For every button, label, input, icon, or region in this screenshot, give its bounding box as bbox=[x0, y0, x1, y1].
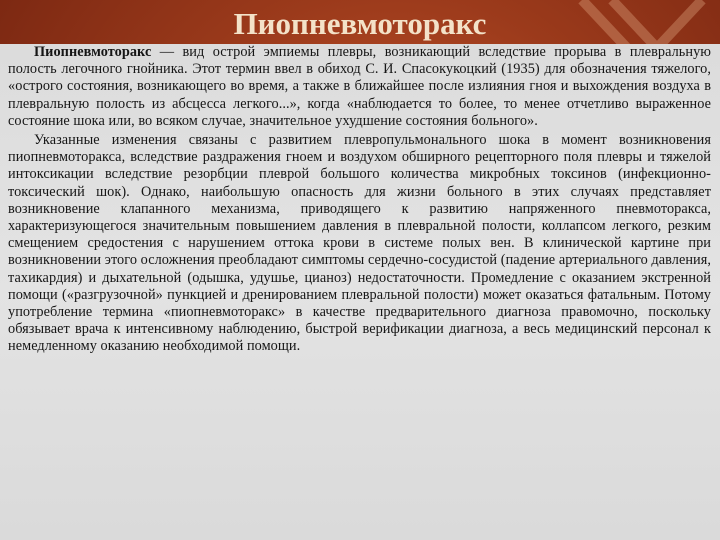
defined-term: Пиопневмоторакс bbox=[34, 44, 152, 60]
document-body bbox=[8, 44, 711, 356]
paragraph-2: Указанные изменения связаны с развитием плевропульмонального шока в момент возникновения пиопневмоторакса, вследствие раздражения гноем и воздухом обширного рецепторного поля плевры и тяжелой интоксикации вследствие резорбции плеврой большого количества микробных токсинов (инфекционно-токсический шок). Однако, наибольшую опасность для жизни больного в этих случаях представляет возникновение клапанного механизма, приводящего к развитию напряженного пневмоторакса, характеризующегося значительным повышением давления в плевральной полости, коллапсом легкого, резким смещением средостения с нарушением оттока крови в системе полых вен. В клинической картине при возникновении этого осложнения преобладают симптомы сердечно-сосудистой (падение артериального давления, тахикардия) и дыхательной (одышка, удушье, цианоз) недостаточности. Промедление с оказанием экстренной помощи («разгрузочной» пункцией и дренированием плевральной полости) может оказаться фатальным. Потому употребление термина «пиопневмоторакс» в качестве предварительного диагноза правомочно, поскольку обязывает врача к интенсивному наблюдению, быстрой верификации диагноза, а весь медицинский персонал к немедленному оказанию необходимой помощи. bbox=[8, 132, 711, 355]
paragraph-1 bbox=[8, 44, 711, 130]
paragraph-1-text: — вид острой эмпиемы плевры, возникающий вследствие прорыва в плевральную полость легочного гнойника. Этот термин ввел в обиход С. И. Спасокукоцкий (1935) для обозначения тяжелого, «острого состояния, возникающего во время, а также в ближайшее после излияния гноя и выхождения воздуха в плевральную полость из абсцесса легкого...», когда «наблюдается то более, то менее отчетливо выраженное состояние шока или, во всяком случае, значительное ухудшение состояния больного». bbox=[8, 44, 711, 129]
slide-title: Пиопневмоторакс bbox=[233, 6, 487, 41]
scanned-page bbox=[0, 44, 720, 540]
